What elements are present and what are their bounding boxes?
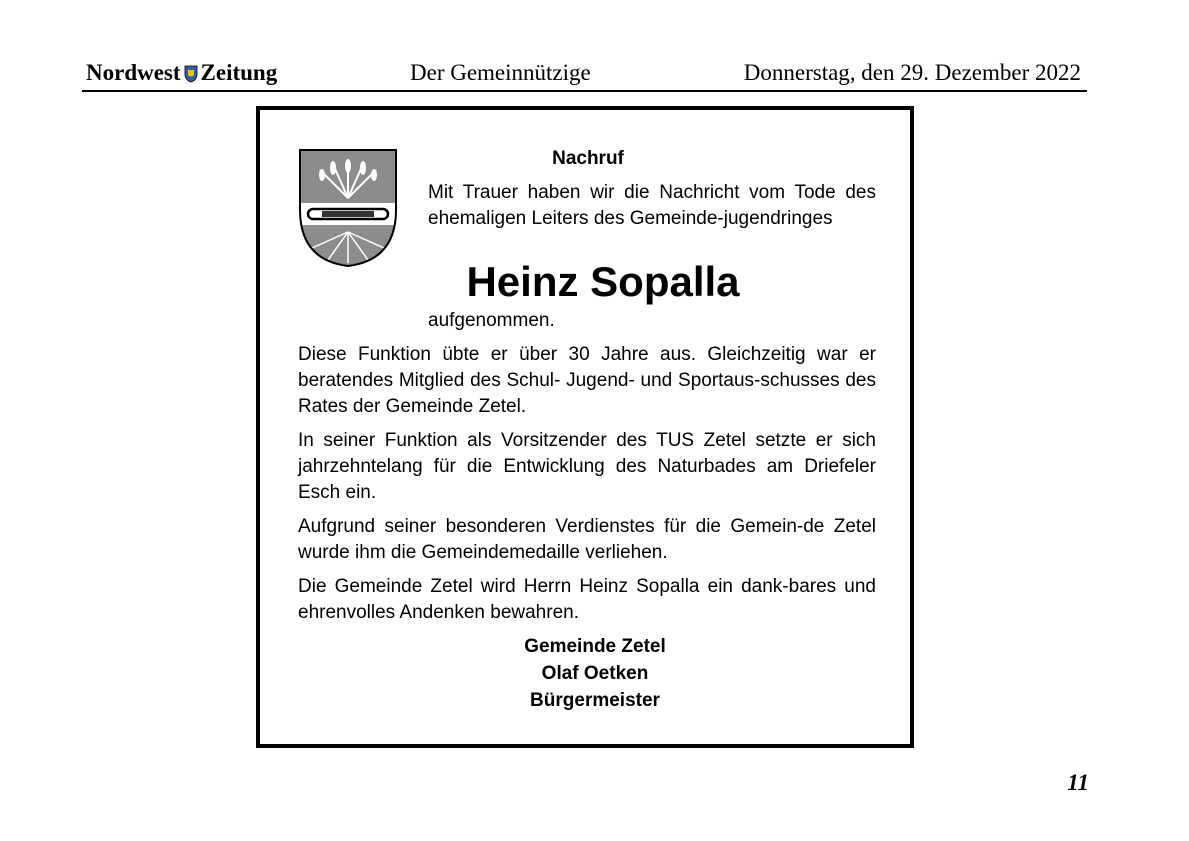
brand-right: Zeitung	[200, 60, 278, 85]
signature-line: Olaf Oetken	[541, 663, 649, 684]
notice-title: Nachruf	[552, 148, 624, 169]
brand-left: Nordwest	[86, 60, 181, 85]
supplement-title: Der Gemeinnützige	[410, 60, 591, 85]
notice-paragraph: In seiner Funktion als Vorsitzender des TUS Zetel setzte er sich jahrzehntelang für die Entwicklung des Naturbades am Driefeler Esch ein.	[298, 430, 876, 503]
deceased-name: Heinz Sopalla	[466, 258, 740, 305]
notice-paragraph: Die Gemeinde Zetel wird Herrn Heinz Sopalla ein dank-bares und ehrenvolles Andenken bewahren.	[298, 576, 876, 623]
nwz-shield-icon	[184, 63, 198, 89]
signature-line: Bürgermeister	[530, 690, 660, 711]
page-header	[82, 58, 1087, 92]
newspaper-brand	[86, 60, 277, 89]
notice-paragraph: Aufgrund seiner besonderen Verdienstes für die Gemein-de Zetel wurde ihm die Gemeindemedaille verliehen.	[298, 516, 876, 563]
issue-date: Donnerstag, den 29. Dezember 2022	[743, 60, 1081, 85]
notice-intro: Mit Trauer haben wir die Nachricht vom Tode des ehemaligen Leiters des Gemeinde-jugendringes	[428, 182, 876, 229]
signature-line: Gemeinde Zetel	[524, 636, 666, 657]
zetel-coat-of-arms-icon	[298, 148, 398, 273]
obituary-notice	[256, 106, 914, 748]
notice-after-name: aufgenommen.	[428, 310, 555, 331]
notice-paragraph: Diese Funktion übte er über 30 Jahre aus. Gleichzeitig war er beratendes Mitglied des Schul- Jugend- und Sportaus-schusses des Rates der Gemeinde Zetel.	[298, 344, 876, 417]
page-number: 11	[1067, 770, 1089, 795]
